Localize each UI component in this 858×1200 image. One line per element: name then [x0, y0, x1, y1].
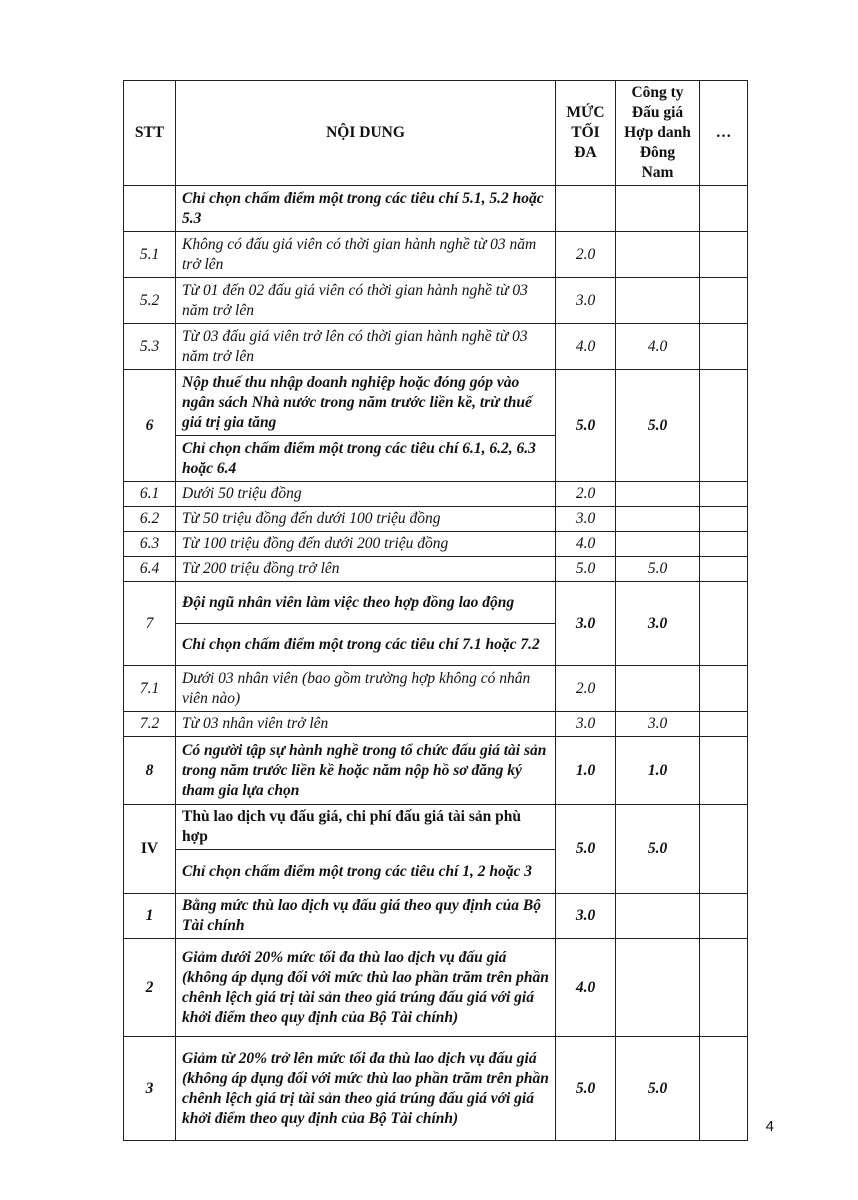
- table-row: [124, 482, 748, 507]
- cell-content: Từ 200 triệu đồng trở lên: [176, 557, 556, 582]
- cell-company: 3.0: [616, 712, 700, 737]
- cell-content: Từ 100 triệu đồng đến dưới 200 triệu đồng: [176, 532, 556, 557]
- cell-company: [616, 507, 700, 532]
- cell-max: 2.0: [556, 482, 616, 507]
- page-number: 4: [765, 1118, 774, 1135]
- cell-max: [556, 186, 616, 232]
- table-header-row: [124, 81, 748, 186]
- table-row: [124, 582, 748, 624]
- cell-content: Giảm dưới 20% mức tối đa thù lao dịch vụ đấu giá (không áp dụng đối với mức thù lao phần trăm trên phần chênh lệch giá trị tài sản theo giá trúng đấu giá với giá khởi điểm theo quy định của Bộ Tài chính): [176, 939, 556, 1037]
- cell-stt: 2: [124, 939, 176, 1037]
- table-row: [124, 324, 748, 370]
- cell-max: 3.0: [556, 712, 616, 737]
- cell-company: 3.0: [616, 582, 700, 666]
- cell-company: 4.0: [616, 324, 700, 370]
- cell-stt: 6.2: [124, 507, 176, 532]
- cell-more: [700, 712, 748, 737]
- cell-content: Chỉ chọn chấm điểm một trong các tiêu chí 5.1, 5.2 hoặc 5.3: [176, 186, 556, 232]
- cell-max: 2.0: [556, 232, 616, 278]
- table-row: [124, 186, 748, 232]
- cell-company: 5.0: [616, 557, 700, 582]
- cell-stt: 7: [124, 582, 176, 666]
- cell-max: 3.0: [556, 507, 616, 532]
- table-row: [124, 805, 748, 850]
- cell-stt: 1: [124, 894, 176, 939]
- cell-content: Dưới 50 triệu đồng: [176, 482, 556, 507]
- cell-company: 5.0: [616, 1037, 700, 1141]
- table-row: [124, 712, 748, 737]
- cell-more: [700, 324, 748, 370]
- cell-max: 5.0: [556, 557, 616, 582]
- table-row: [124, 507, 748, 532]
- cell-more: [700, 737, 748, 805]
- cell-more: [700, 370, 748, 482]
- cell-content: Giảm từ 20% trở lên mức tối đa thù lao dịch vụ đấu giá (không áp dụng đối với mức thù lao phần trăm trên phần chênh lệch giá trị tài sản theo giá trúng đấu giá với giá khởi điểm theo quy định của Bộ Tài chính): [176, 1037, 556, 1141]
- cell-max: 3.0: [556, 894, 616, 939]
- header-max: MỨC TỐI ĐA: [556, 81, 616, 186]
- cell-stt: 6.1: [124, 482, 176, 507]
- cell-company: [616, 232, 700, 278]
- cell-more: [700, 232, 748, 278]
- cell-content: Từ 50 triệu đồng đến dưới 100 triệu đồng: [176, 507, 556, 532]
- cell-more: [700, 805, 748, 894]
- cell-content: Từ 03 nhân viên trở lên: [176, 712, 556, 737]
- table-row: [124, 232, 748, 278]
- cell-max: 4.0: [556, 324, 616, 370]
- cell-max: 5.0: [556, 805, 616, 894]
- cell-company: 5.0: [616, 805, 700, 894]
- header-company: Công ty Đấu giá Hợp danh Đông Nam: [616, 81, 700, 186]
- cell-more: [700, 666, 748, 712]
- cell-content: Có người tập sự hành nghề trong tổ chức đấu giá tài sản trong năm trước liền kề hoặc năm nộp hồ sơ đăng ký tham gia lựa chọn: [176, 737, 556, 805]
- table-row: [124, 278, 748, 324]
- cell-company: 1.0: [616, 737, 700, 805]
- table-row: [124, 666, 748, 712]
- cell-stt: [124, 186, 176, 232]
- cell-stt: IV: [124, 805, 176, 894]
- cell-stt: 5.3: [124, 324, 176, 370]
- cell-company: [616, 186, 700, 232]
- cell-stt: 7.2: [124, 712, 176, 737]
- cell-company: [616, 666, 700, 712]
- cell-more: [700, 1037, 748, 1141]
- cell-max: 4.0: [556, 532, 616, 557]
- cell-stt: 5.2: [124, 278, 176, 324]
- cell-stt: 6.3: [124, 532, 176, 557]
- cell-more: [700, 939, 748, 1037]
- table-row: [124, 939, 748, 1037]
- header-more: …: [700, 81, 748, 186]
- header-content: NỘI DUNG: [176, 81, 556, 186]
- cell-content: Chỉ chọn chấm điểm một trong các tiêu chí 6.1, 6.2, 6.3 hoặc 6.4: [176, 436, 556, 482]
- cell-content: Đội ngũ nhân viên làm việc theo hợp đồng lao động: [176, 582, 556, 624]
- cell-content: Thù lao dịch vụ đấu giá, chi phí đấu giá tài sản phù hợp: [176, 805, 556, 850]
- cell-max: 5.0: [556, 1037, 616, 1141]
- cell-content: Chỉ chọn chấm điểm một trong các tiêu chí 1, 2 hoặc 3: [176, 850, 556, 894]
- cell-company: [616, 939, 700, 1037]
- table-row: [124, 737, 748, 805]
- table-row: [124, 557, 748, 582]
- cell-stt: 6.4: [124, 557, 176, 582]
- scoring-table: [123, 80, 748, 1141]
- cell-stt: 7.1: [124, 666, 176, 712]
- cell-more: [700, 186, 748, 232]
- cell-more: [700, 278, 748, 324]
- cell-content: Không có đấu giá viên có thời gian hành nghề từ 03 năm trở lên: [176, 232, 556, 278]
- cell-content: Dưới 03 nhân viên (bao gồm trường hợp không có nhân viên nào): [176, 666, 556, 712]
- header-stt: STT: [124, 81, 176, 186]
- cell-company: 5.0: [616, 370, 700, 482]
- cell-max: 2.0: [556, 666, 616, 712]
- cell-content: Nộp thuế thu nhập doanh nghiệp hoặc đóng góp vào ngân sách Nhà nước trong năm trước liền kề, trừ thuế giá trị gia tăng: [176, 370, 556, 436]
- table-row: [124, 532, 748, 557]
- cell-more: [700, 532, 748, 557]
- cell-more: [700, 894, 748, 939]
- cell-stt: 8: [124, 737, 176, 805]
- cell-content: Chỉ chọn chấm điểm một trong các tiêu chí 7.1 hoặc 7.2: [176, 624, 556, 666]
- cell-more: [700, 482, 748, 507]
- cell-max: 4.0: [556, 939, 616, 1037]
- cell-more: [700, 507, 748, 532]
- table-row: [124, 1037, 748, 1141]
- cell-max: 3.0: [556, 582, 616, 666]
- cell-stt: 5.1: [124, 232, 176, 278]
- cell-company: [616, 278, 700, 324]
- cell-stt: 3: [124, 1037, 176, 1141]
- cell-company: [616, 894, 700, 939]
- cell-company: [616, 532, 700, 557]
- cell-content: Bằng mức thù lao dịch vụ đấu giá theo quy định của Bộ Tài chính: [176, 894, 556, 939]
- cell-stt: 6: [124, 370, 176, 482]
- cell-content: Từ 03 đấu giá viên trở lên có thời gian hành nghề từ 03 năm trở lên: [176, 324, 556, 370]
- cell-max: 5.0: [556, 370, 616, 482]
- cell-max: 1.0: [556, 737, 616, 805]
- cell-company: [616, 482, 700, 507]
- table-row: [124, 894, 748, 939]
- cell-max: 3.0: [556, 278, 616, 324]
- table-row: [124, 370, 748, 436]
- cell-content: Từ 01 đến 02 đấu giá viên có thời gian hành nghề từ 03 năm trở lên: [176, 278, 556, 324]
- cell-more: [700, 557, 748, 582]
- cell-more: [700, 582, 748, 666]
